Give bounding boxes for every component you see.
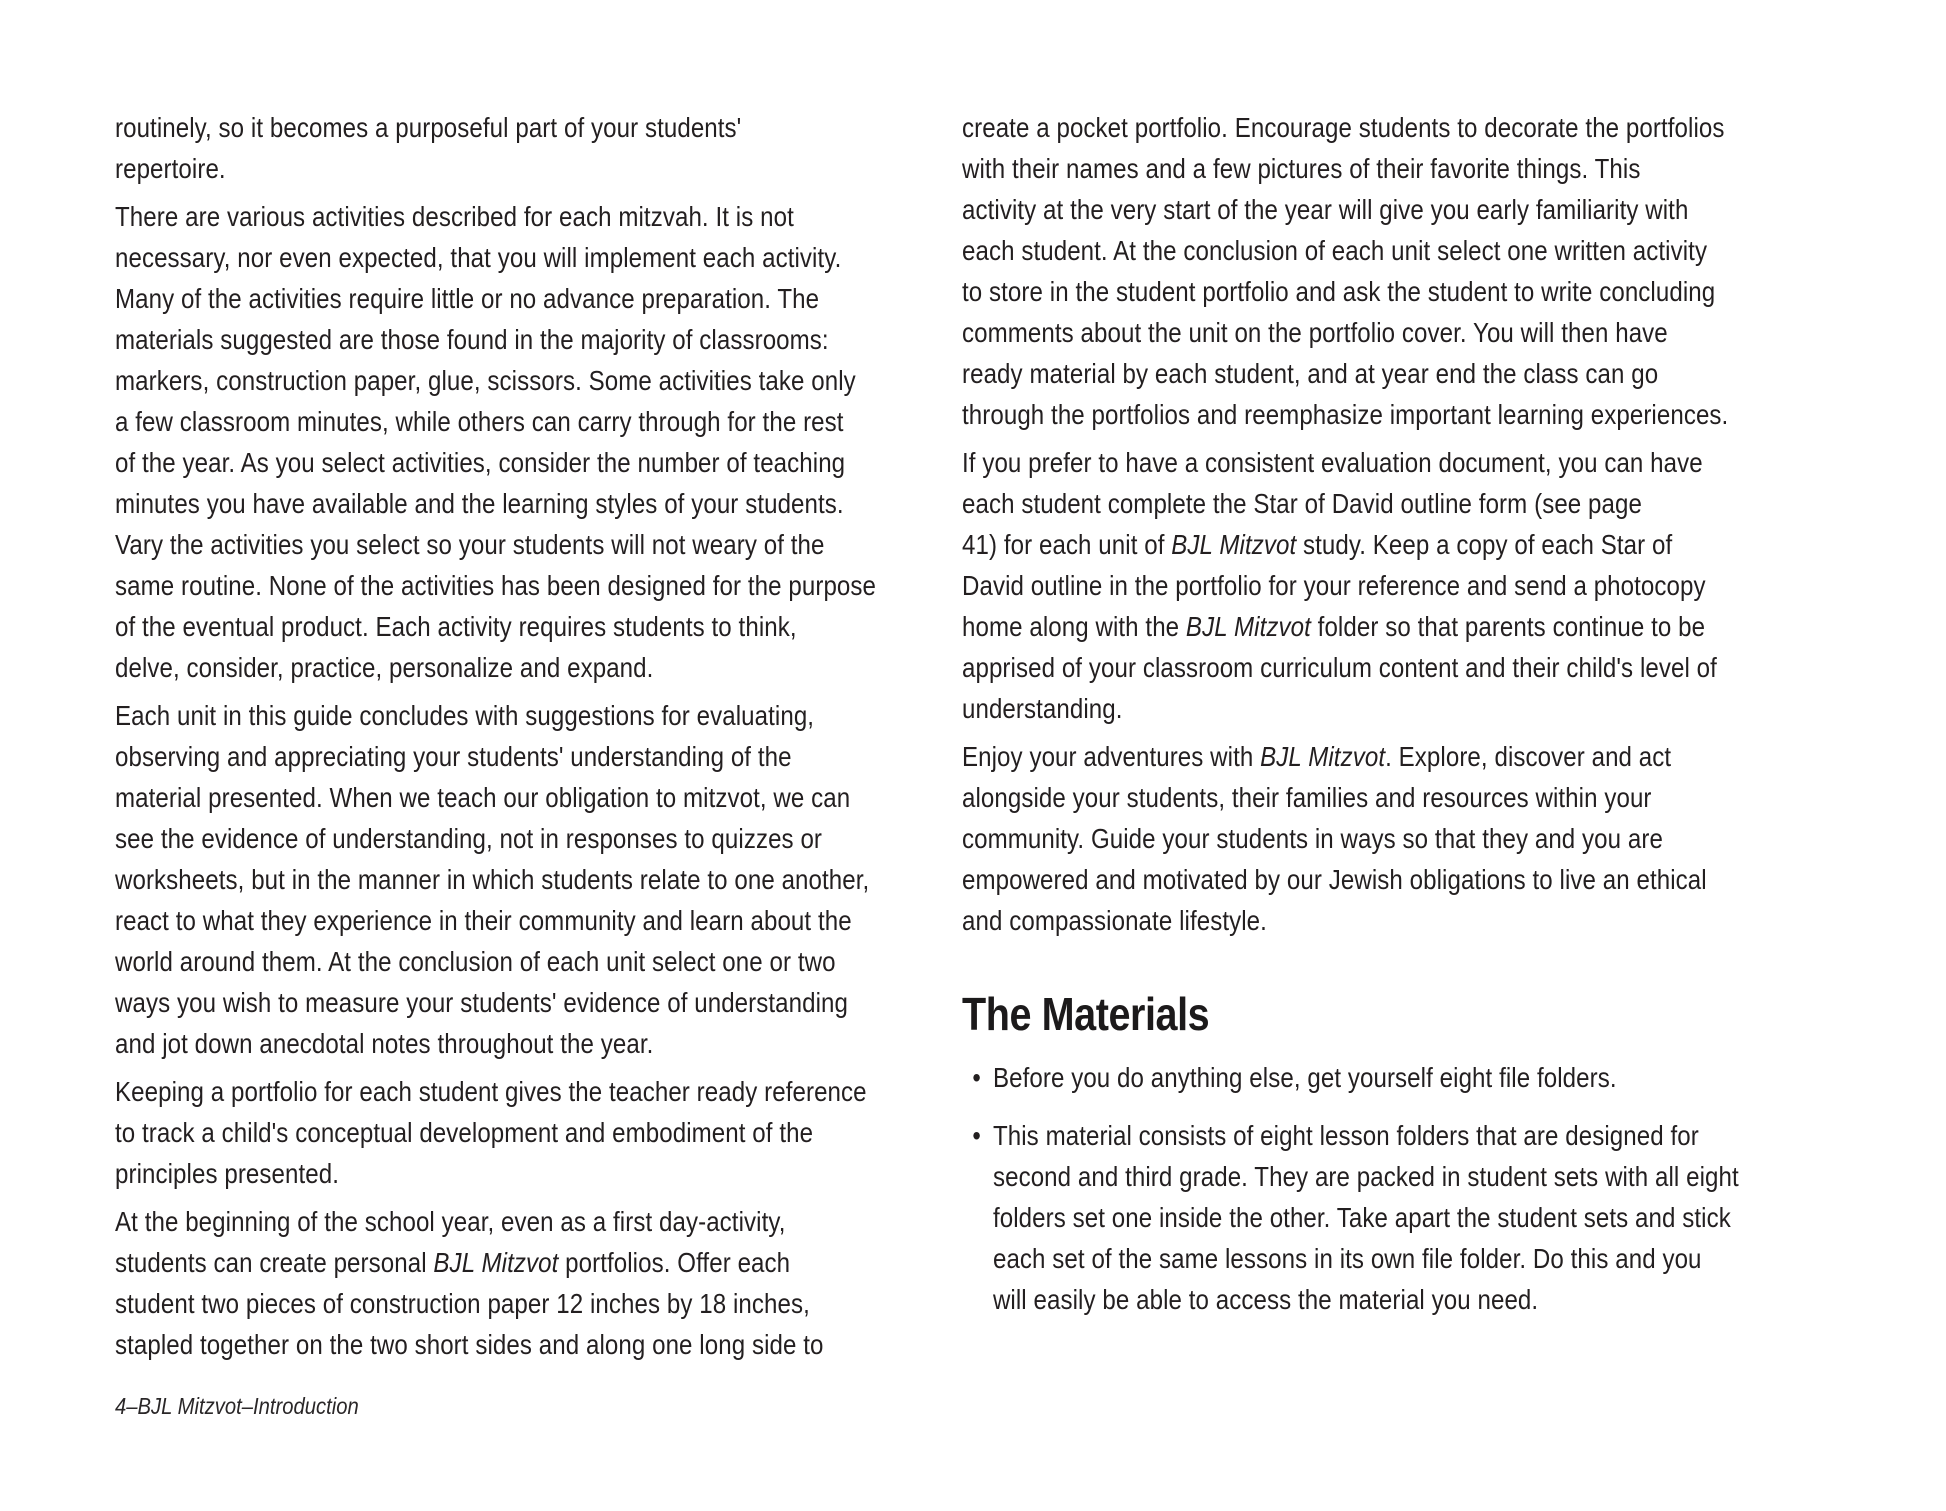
left-column <box>115 107 966 1372</box>
right-column <box>962 107 1813 1337</box>
paragraph: Keeping a portfolio for each student gives the teacher ready reference to track a child's conceptual development and embodiment of the principles presented. <box>115 1076 867 1189</box>
materials-list <box>962 1057 1813 1320</box>
paragraph: At the beginning of the school year, even as a first day-activity, students can create personal BJL Mitzvot portfolios. Offer each student two pieces of construction paper 12 inches by 18 inches, stapled together on the two short sides and along one long side to <box>115 1206 824 1360</box>
paragraph: There are various activities described for each mitzvah. It is not necessary, nor even expected, that you will implement each activity. Many of the activities require little or no advance preparation. The materials suggested are those found in the majority of classrooms: markers, construction paper, glue, scissors. Some activities take only a few classroom minutes, while others can carry through for the rest of the year. As you select activities, consider the number of teaching minutes you have available and the learning styles of your students. Vary the activities you select so your students will not weary of the same routine. None of the activities has been designed for the purpose of the eventual product. Each activity requires students to think, delve, consider, practice, personalize and expand. <box>115 201 877 683</box>
paragraph: Enjoy your adventures with BJL Mitzvot. Explore, discover and act alongside your students, their families and resources within your community. Guide your students in ways so that they and you are empowered and motivated by our Jewish obligations to live an ethical and compassionate lifestyle. <box>962 741 1707 936</box>
bullet-item: • This material consists of eight lesson folders that are designed for second and third grade. They are packed in student sets with all eight folders set one inside the other. Take apart the student sets and stick each set of the same lessons in its own file folder. Do this and you will easily be able to access the material you need. <box>962 1115 1813 1320</box>
paragraph: create a pocket portfolio. Encourage students to decorate the portfolios with their names and a few pictures of their favorite things. This activity at the very start of the year will give you early familiarity with each student. At the conclusion of each unit select one written activity to store in the student portfolio and ask the student to write concluding comments about the unit on the portfolio cover. You will then have ready material by each student, and at year end the class can go through the portfolios and reemphasize important learning experiences. <box>962 112 1729 430</box>
paragraph: Each unit in this guide concludes with suggestions for evaluating, observing and appreciating your students' understanding of the material presented. When we teach our obligation to mitzvot, we can see the evidence of understanding, not in responses to quizzes or worksheets, but in the manner in which students relate to one another, react to what they experience in their community and learn about the world around them. At the conclusion of each unit select one or two ways you wish to measure your students' evidence of understanding and jot down anecdotal notes throughout the year. <box>115 700 870 1059</box>
paragraph: If you prefer to have a consistent evaluation document, you can have each student complete the Star of David outline form (see page 41) for each unit of BJL Mitzvot study. Keep a copy of each Star of David outline in the portfolio for your reference and send a photocopy home along with the BJL Mitzvot folder so that parents continue to be apprised of your classroom curriculum content and their child's level of understanding. <box>962 447 1717 724</box>
section-heading-the-materials: The Materials <box>962 988 1210 1040</box>
page-footer: 4–BJL Mitzvot–Introduction <box>115 1393 359 1419</box>
bullet-item: • Before you do anything else, get yourself eight file folders. <box>962 1057 1813 1098</box>
paragraph: routinely, so it becomes a purposeful part of your students' repertoire. <box>115 112 742 184</box>
